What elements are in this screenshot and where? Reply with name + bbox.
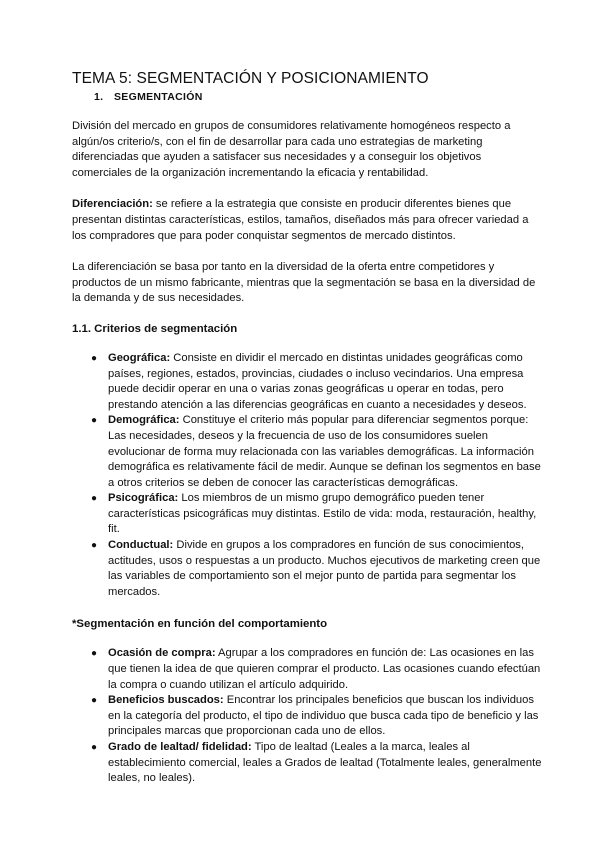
behavior-term: Grado de lealtad/ fidelidad: (108, 741, 252, 753)
list-item (91, 693, 542, 740)
bullet-icon: ● (91, 695, 98, 707)
behavior-term: Ocasión de compra: (108, 647, 216, 660)
bullet-icon: ● (91, 540, 98, 552)
behavior-text: Tipo de lealtad (Leales a la marca, leales al establecimiento comercial, leales a Grados de lealtad (Totalmente leales, generalmente leales, no leales). (108, 741, 542, 785)
section-heading (94, 91, 542, 103)
behavior-text: Encontrar los principales beneficios que buscan los individuos en la categoría del producto, el tipo de individuo que busca cada tipo de beneficio y las principales marcas que proporcionan cada uno de ellos. (108, 694, 539, 738)
section-label: SEGMENTACIÓN (114, 91, 203, 103)
bullet-icon: ● (91, 352, 98, 364)
list-item (91, 538, 542, 600)
criterion-term: Psicográfica: (108, 492, 179, 505)
document-title: TEMA 5: SEGMENTACIÓN Y POSICIONAMIENTO (72, 70, 429, 87)
list-item (91, 646, 542, 693)
criterion-term: Geográfica: (108, 351, 171, 364)
differentiation-text: se refiere a la estrategia que consiste en producir diferentes bienes que presentan distintas características, estilos, tamaños, diseñados más para ofrecer variedad a los compradores que para poder conquistar segmentos de mercado distintos. (72, 198, 529, 242)
list-item (91, 351, 542, 413)
differentiation-paragraph (72, 197, 542, 244)
list-item (91, 491, 542, 538)
section-number: 1. (94, 91, 104, 103)
behavior-list (72, 646, 542, 786)
criteria-list (72, 351, 542, 601)
criterion-text: Divide en grupos a los compradores en función de sus conocimientos, actitudes, usos o respuestas a un producto. Muchos ejecutivos de marketing creen que las variables de comportamiento son el mejor punto de partida para segmentar los mercados. (108, 539, 541, 598)
differentiation-term: Diferenciación: (72, 198, 153, 211)
document-page (72, 70, 542, 787)
behavior-heading: *Segmentación en función del comportamiento (72, 618, 328, 631)
bullet-icon: ● (91, 493, 98, 505)
criterion-term: Conductual: (108, 539, 174, 552)
criterion-text: Consiste en dividir el mercado en distintas unidades geográficas como países, regiones, estados, provincias, ciudades o incluso vecindarios. Una empresa puede decidir operar en una o varias zonas geográficas u operar en todas, pero prestando atención a las diferencias geográficas en cuanto a necesidades y deseos. (108, 351, 527, 411)
criterion-text: Los miembros de un mismo grupo demográfico pueden tener características psicográficas muy distintas. Estilo de vida: moda, restauración, healthy, fit. (108, 492, 537, 536)
criterion-text: Constituye el criterio más popular para diferenciar segmentos porque: Las necesidades, deseos y la frecuencia de uso de los consumidores suelen evolucionar de forma muy relacionada con las variables demográficas. La información demográfica es relativamente fácil de medir. Aunque se definan los segmentos en base a otros criterios se deben de conocer las características demográficas. (108, 414, 541, 489)
definition-paragraph: División del mercado en grupos de consumidores relativamente homogéneos respecto a algún/os criterio/s, con el fin de desarrollar para cada uno estrategias de marketing diferenciadas que ayuden a satisfacer sus necesidades y a conseguir los objetivos comerciales de la organización incrementando la eficacia y rentabilidad. (72, 120, 511, 179)
criterion-term: Demográfica: (108, 414, 180, 427)
bullet-icon: ● (91, 742, 98, 753)
behavior-text: Agrupar a los compradores en función de: Las ocasiones en las que tienen la idea de que quieren comprar el producto. Las ocasiones cuando efectúan la compra o cuando utilizan el artículo adquirido. (108, 647, 541, 691)
list-item (91, 413, 542, 491)
comparison-paragraph: La diferenciación se basa por tanto en la diversidad de la oferta entre competidores y productos de un mismo fabricante, mientras que la segmentación se basa en la diversidad de la demanda y de sus necesidades. (72, 261, 536, 305)
behavior-term: Beneficios buscados: (108, 694, 224, 707)
criteria-heading: 1.1. Criterios de segmentación (72, 322, 238, 335)
bullet-icon: ● (91, 415, 98, 427)
bullet-icon: ● (91, 648, 98, 660)
list-item (91, 740, 542, 787)
